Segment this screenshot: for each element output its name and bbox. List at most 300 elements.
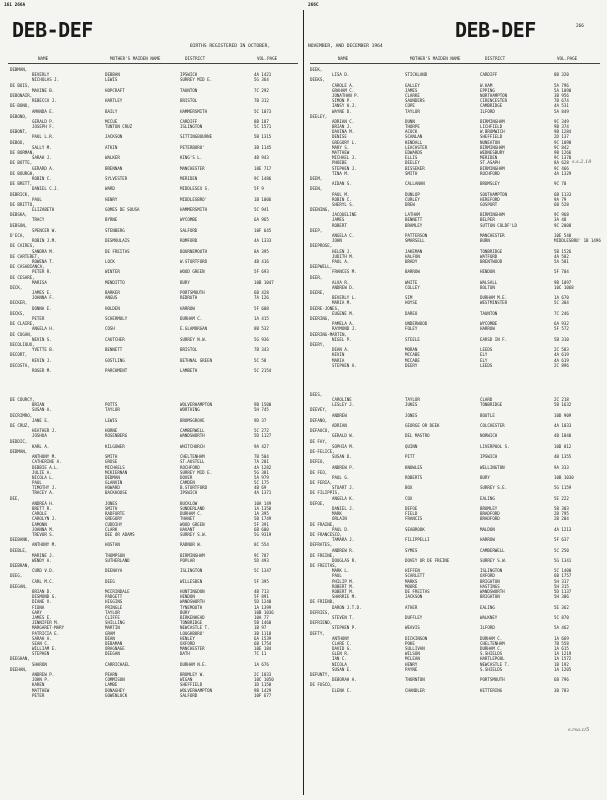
district: ILFORD [480,108,495,114]
forename: PAUL L.R. [32,134,55,140]
vol-page: 1A 1219 [554,651,572,657]
mother-maiden-name: ELLIS [405,155,418,161]
district: BRISTOL [180,347,198,353]
vol-page: 5D 493 [254,557,269,563]
mother-maiden-name: FOLEY [405,326,418,332]
surname: DEFRIES, [310,609,330,615]
forename: TRACY [32,217,45,223]
right-column [310,67,600,693]
vol-page: 2B 204 [554,516,569,522]
vol-page: 5C 941 [254,207,269,213]
district: ROMFORD [180,238,198,244]
surname: DE COURCY, [10,397,35,403]
forename: WILLIAM E. [32,646,57,652]
district: SURREY MID E. [180,469,213,475]
forename: SARAH J. [32,155,52,161]
district: BUCKLOW [180,500,198,506]
vol-page: 5C 2154 [254,367,272,373]
mother-maiden-name: GROSE [105,459,118,465]
forename: SUSAN D. [332,454,352,460]
forename: CAROLE [32,511,47,517]
mother-maiden-name: LEACHSTER [405,144,428,150]
mother-maiden-name: FILIPPELLI [405,537,430,543]
district: W.HAM [480,82,493,88]
vol-page: 2C 583 [554,347,569,353]
mother-maiden-name: BENNETT [405,217,423,223]
vol-page: 10D 909 [554,412,572,418]
vol-page: 8B 320 [554,72,569,78]
vol-page: 10B 1036 [254,609,274,615]
vol-page: 5G 1159 [554,485,572,491]
mother-maiden-name: HIGGINS [105,599,123,605]
vol-page: 9B 1266 [554,150,572,155]
district: ELY [480,357,488,363]
district: WELLINGTON [480,464,505,470]
district: OXFORD [480,573,495,579]
mother-maiden-name: WEAVIS [405,625,420,631]
surname: DECORT, [10,352,28,358]
forename: KEVIN [332,352,345,358]
mother-maiden-name: CURLEY [405,196,420,202]
district: CLARD [480,397,493,403]
forename: SARAH A. [32,635,52,641]
forename: ANDREA H. [32,500,55,506]
mother-maiden-name: KNOWLES [405,464,423,470]
district: SITTINGBOURNE [180,134,213,140]
mother-maiden-name: DESMOULAIS [105,238,130,244]
district: GOSPORT [480,201,498,207]
vol-page: 10C 1050 [254,677,274,683]
forename: MARINE J. [32,552,55,558]
forename: DOUGLAS R. [332,557,357,563]
mother-maiden-name: MCKIERNAN [105,469,128,475]
surname: DE BRITTO, [10,201,35,207]
mother-maiden-name: BARKER [105,290,120,296]
mother-maiden-name: DOVEY OR DE FREINE [405,557,450,563]
district: WOLVERHAMPTON [180,687,213,693]
mother-maiden-name: MOORE [405,583,418,589]
col-name: NAME [338,56,349,61]
surname: DEBRICK, [10,191,30,197]
surname: DEEVEY, [310,407,328,413]
vol-page: 9C 1098 [554,139,572,145]
vol-page: 1B 192 [554,661,569,667]
forename: NICOLA [332,661,347,667]
surname: DEEPWELL, [310,264,333,270]
vol-page: 4B 713 [254,589,269,594]
mother-maiden-name: BYRNE [105,217,118,223]
forename: TINA M. [332,170,350,176]
district: DURHAM C. [480,635,503,641]
vol-page: 8B 532 [254,326,269,332]
mother-maiden-name: ANGUS [105,295,118,301]
district: PORTSMOUTH [480,677,505,683]
forename: PETER [32,316,45,321]
surname: DE FREITAS, [310,563,338,569]
vol-page: 10A 77 [254,614,269,620]
surname: DEEM, [310,175,323,181]
district: B.STORTFORD [180,485,208,491]
vol-page: 5G 1341 [554,557,572,563]
vol-page: 4B 1355 [554,454,572,460]
district: CIRENCESTER [480,98,508,104]
mother-maiden-name: GOMES DE SOUSA [105,207,140,213]
forename: ANTHONY M. [32,454,57,460]
vol-page: 5F 891 [254,594,269,600]
mother-maiden-name: COX [405,495,413,501]
forename: STEPHEN J. [332,165,357,171]
district: WYCOMBE [180,217,198,223]
vol-page: MIDDLESBRO' 1B 1496 [554,238,601,244]
vol-page: 1B 1006 [254,196,272,202]
vol-page: 9B 1097 [554,279,572,285]
mother-maiden-name: GEORGE OR DEEK [405,423,440,428]
mother-maiden-name: PADGETT [105,594,123,600]
vol-page: 9B 374 [554,124,569,130]
vol-page: 4B 943 [254,155,269,161]
forename: ORLAIN [332,516,347,522]
mother-maiden-name: MARKS [405,578,418,584]
surname: DEFANO, [310,417,328,423]
col-name: NAME [38,56,49,61]
district: EALING [480,604,495,610]
district: MIDDLESBRO' [180,196,208,202]
vol-page: 2C 896 [554,362,569,368]
mother-maiden-name: SCANLAN [405,134,423,140]
district: BRENTWOOD [480,258,503,264]
vol-page: 6B 796 [554,677,569,683]
surname: DE FRAINE, [310,521,335,527]
vol-page: 5G 381 [254,469,269,475]
vol-page: 4B 416 [254,258,269,264]
mother-maiden-name: PITT [405,454,415,460]
mother-maiden-name: BRAMLEY [405,222,423,228]
mother-maiden-name: BOX [405,485,413,491]
forename: ELIZABETH [32,207,55,213]
surname: DEES, [310,391,323,397]
forename: ANTHONY M. [32,542,57,548]
district: TONBRIDGE [180,620,203,626]
vol-page: 10B 1047 [254,279,274,285]
mother-maiden-name: MCCRINDALE [105,589,130,594]
surname: DEEN, [310,186,323,192]
forename: CATHERINE A. [32,459,62,465]
district: DURHAM C. [180,316,203,321]
forename: KAREN [32,682,45,688]
forename: STUART J. [332,485,355,491]
district: ILFORD [480,625,495,631]
district: SALFORD [180,692,198,698]
vol-page: 4A 619 [554,357,569,363]
vol-page: 6B 528 [554,201,569,207]
district: SUTTON COLDF'LD [480,222,517,228]
vol-page: 3A 48 [554,217,567,223]
district: W.BROMWICH [480,129,505,135]
mother-maiden-name: PEARN [105,672,118,677]
mother-maiden-name: LEWIS [105,417,118,423]
district: NUNEATON [480,139,500,145]
district: HENDON [480,269,495,275]
district: WOLVERHAMPTON [180,402,213,408]
surname: DEERE-JONES, [310,305,340,311]
mother-maiden-name: MORAN [405,347,418,353]
forename: JOSEPH F. [32,124,55,130]
mother-maiden-name: CHANDLER [405,687,425,693]
district: WILLESDEN [180,578,203,584]
district: LAMBETH [180,367,198,373]
mother-maiden-name: POTTS [105,402,118,408]
forename: MAXINE B. [32,87,55,93]
forename: ADRIAN [332,423,347,428]
district: BROMLEY W. [180,672,205,677]
forename: TAMARA J. [332,537,355,543]
vol-page: 9C 1486 [254,175,272,181]
forename: JANE E. [32,417,50,423]
district: EARSD IN F. [480,336,508,342]
mother-maiden-name: SYLVESTER [105,175,128,181]
mother-maiden-name: QUINN [405,443,418,449]
forename: EUGENE M. [332,310,355,316]
register-entry [310,688,600,693]
forename: ANDREW D. [332,284,355,290]
forename: STEPHEN P. [332,625,357,631]
mother-maiden-name: MICHAELS [105,464,125,470]
district: POPLAR [180,557,195,563]
left-column [10,67,300,698]
forename: JOHN P. [32,677,50,683]
right-page-number: 266 [576,24,584,29]
mother-maiden-name: CAUTCHER [105,336,125,342]
district: IPSWICH [480,454,498,460]
district: CAMBRIDGE [480,103,503,109]
register-entry [310,363,600,368]
mother-maiden-name: DEBBAN [105,72,120,78]
vol-page: 9C 70 [554,181,567,187]
forename: PAUL G. [332,474,350,480]
vol-page: 7A 201 [254,459,269,465]
vol-page: 5B 310 [554,336,569,342]
forename: SHERYL S. [332,201,355,207]
forename: HEATHER J. [32,428,57,434]
mother-maiden-name: HALFON [405,253,420,259]
vol-page: 5C 58 [254,357,267,363]
mother-maiden-name: HOYSE [405,300,418,306]
mother-maiden-name: EDWARDS [405,150,423,155]
forename: DEBORAH A. [332,677,357,683]
mother-maiden-name: TAYLOR [405,108,420,114]
district: SOUTHAMPTON [480,191,508,197]
mother-maiden-name: SHILLING [105,620,125,626]
forename: GLEN R. [332,651,350,657]
surname: DE CLAIRE, [10,321,35,327]
mother-maiden-name: SAUNDERS [405,98,425,104]
header-rule-left [8,63,298,64]
surname: DE FRANCESCO, [310,531,343,537]
vol-page: 7C 292 [254,87,269,93]
vol-page: 5B 1632 [554,402,572,408]
mother-maiden-name: HOWARD [105,485,120,491]
forename: JOHN [332,238,342,244]
district: COLCHESTER [480,423,505,428]
forename: ANTHONY [332,635,350,641]
vol-page: 3B 783 [554,687,569,693]
district: MALDON [480,526,495,532]
mother-maiden-name: HARTLEY [105,98,123,104]
district: ISLINGTON [480,568,503,574]
forename: ROWENA T. [32,258,55,264]
vol-page: 5F 637 [554,537,569,543]
forename: TREVOR S. [32,531,55,537]
surname: DEELEY, [310,113,328,119]
surname: DE BOURGH, [10,170,35,176]
forename: SOPHIA M. [332,443,355,449]
surname: DE BOTTE, [10,160,33,166]
mother-maiden-name: GOSTLING [105,357,125,363]
district: ST.ASAPH [480,160,500,166]
forename: CURD V.D. [32,568,55,574]
district: IPSWICH [180,490,198,496]
forename: ANDREW [332,412,347,418]
forename: IANSY H.J. [332,103,357,109]
forename: JAMES E. [32,290,52,296]
surname: DECOLIOUX, [10,341,35,347]
forename: JENNIFER M. [32,620,60,626]
forename: IAN C. [332,656,347,662]
surname: DE-FELICE, [310,448,335,454]
vol-page: 5B 1460 [254,620,272,626]
district: BOURNEMOUTH [180,248,208,254]
vol-page: 5C 304 [554,300,569,306]
forename: PETER [32,692,45,698]
mother-maiden-name: GALLEY [405,82,420,88]
vol-page: 7A 126 [254,295,269,301]
vol-page: 8A 628 [554,160,569,166]
surname: DEBMAN, [10,67,28,72]
forename: WENDY A. [32,557,52,563]
mother-maiden-name: DEBAMAN [105,640,123,646]
district: SUNDERLAND [180,506,205,511]
vol-page: 5H 745 [254,407,269,413]
mother-maiden-name: ACOCK [405,129,418,135]
mother-maiden-name: PAYNE [405,666,418,672]
district: HAMMERSMITH [180,108,208,114]
forename: REBECCA J. [32,98,57,104]
mother-maiden-name: COSH [105,326,115,332]
mother-maiden-name: DEE OR ADAMS [105,531,135,537]
forename: JAMES [332,217,345,223]
district: TAUNTON [480,310,498,316]
surname: DEBOO, [10,139,25,145]
surname: DE FREINE, [310,552,335,558]
mother-maiden-name: COMMISON [105,677,125,683]
vol-page: 5C 1400 [554,568,572,574]
vol-page: 2B 795 [554,511,569,517]
surname: DE FERIA, [310,480,333,486]
surname: DECKER, [10,300,28,306]
district: SHEFFIELD [480,134,503,140]
vol-page: 4A 582 [554,253,569,259]
surname: DE BOIS, [10,82,30,88]
surname: DEENING, [310,207,330,213]
district: HARTLEPOOL [480,656,505,662]
left-heading: DEB-DEF [12,18,93,42]
surname: DEBSON, [10,222,28,228]
vol-page: 9C 349 [554,118,569,124]
forename: PAUL M. [332,191,350,197]
mother-maiden-name: GOWENLOCK [105,692,128,698]
mother-maiden-name: JAKEMAN [405,248,423,254]
district: SURREY S.W. [180,531,208,537]
vol-page: 3B 1118 [254,630,272,636]
mother-maiden-name: HENRY [405,661,418,667]
mother-maiden-name: BAILY [105,108,118,114]
forename: GERARD A. [32,165,55,171]
surname: DEDDIC, [10,438,28,444]
district: WANDSWORTH [180,599,205,605]
surname: DEEBANK, [10,537,30,543]
surname: DE FAY, [310,438,328,444]
forename: DENISE [332,134,347,140]
mother-maiden-name: MCCABE [405,357,420,363]
forename: STEPHEN [32,651,50,657]
district: SHEFFIELD [180,682,203,688]
mother-maiden-name: HOLDEN [105,305,120,311]
vol-page: 8B 187 [254,118,269,124]
mother-maiden-name: GREGORY [105,516,123,522]
vol-page: 2D 137 [554,134,569,140]
mother-maiden-name: STENBERG [105,227,125,233]
surname: DE COGAN, [10,331,33,337]
surname: DE CRUZ, [10,423,30,428]
district: WALKNEY [480,614,498,620]
mother-maiden-name: GLANVIN [105,480,123,486]
vol-page: 1A 1572 [554,656,572,662]
district: WOOD GREEN [180,269,205,275]
forename: SIMON P. [332,98,352,104]
mother-maiden-name: SCHERMULY [105,316,128,321]
district: HEREFORD [480,196,500,202]
vol-page: 9C 842 [554,144,569,150]
forename: MATTHEW [32,687,50,693]
district: CARDIFF [180,118,198,124]
vol-page: 1A 415 [254,316,269,321]
subtitle-left: BIRTHS REGISTERED IN OCTOBER, [190,44,271,49]
district: ISLINGTON [180,568,203,574]
mother-maiden-name: POKE [405,640,415,646]
surname: DEEG, [10,573,23,579]
mother-maiden-name: DEDMAN [105,474,120,480]
mother-maiden-name: LEWIS [105,77,118,83]
register-entry [10,693,300,698]
district: KETTERING [480,687,503,693]
district: HARROW [480,326,495,332]
district: SURREY S.E. [480,485,508,491]
vol-page: 10B 1030 [554,474,574,480]
surname: DE CAIRES, [10,243,35,249]
district: LEEDS [480,362,493,368]
mother-maiden-name: KENDALL [405,139,423,145]
forename: MICHAEL J. [332,155,357,161]
vol-page: 1A 615 [554,646,569,652]
forename: KEVIN J. [32,357,52,363]
mother-maiden-name: FRANCIS [405,516,423,522]
mother-maiden-name: CUDDIHY [105,521,123,527]
mother-maiden-name: THORPE [405,124,420,130]
mother-maiden-name: MCCABE [405,352,420,358]
vol-page: 7C 246 [554,310,569,316]
vol-page: 2C 1033 [254,672,272,677]
mother-maiden-name: DUNN [405,118,415,124]
